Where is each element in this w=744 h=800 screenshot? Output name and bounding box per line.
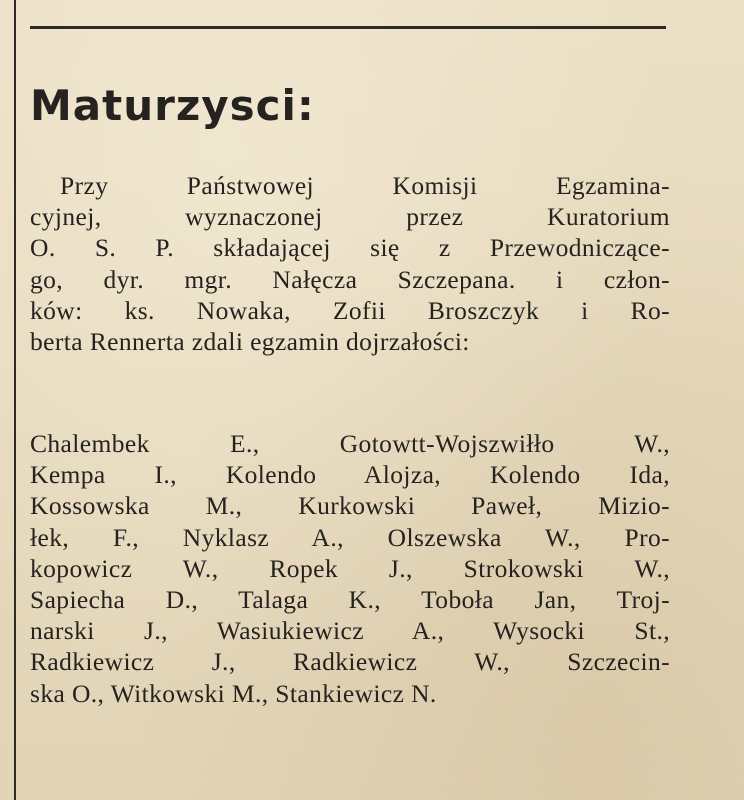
text-line: Kempa I., Kolendo Alojza, Kolendo Ida, [30,460,670,490]
text-line: O. S. P. składającej się z Przewodniczące- [30,233,670,263]
column-rule-top [30,26,666,29]
text-line: berta Rennerta zdali egzamin dojrzałości: [30,326,470,356]
text-line: Przy Państwowej Komisji Egzamina- [60,171,670,200]
text-line: cyjnej, wyznaczonej przez Kuratorium [30,202,670,232]
text-line: Sapiecha D., Talaga K., Toboła Jan, Troj- [30,584,670,614]
text-line: Radkiewicz J., Radkiewicz W., Szczecin- [30,647,670,677]
article-paragraph-graduates [30,428,670,709]
article-heading: Maturzysci: [30,81,315,130]
text-line: łek, F., Nyklasz A., Olszewska W., Pro- [30,522,670,552]
text-line: kopowicz W., Ropek J., Strokowski W., [30,553,670,583]
text-line: ska O., Witkowski M., Stankiewicz N. [30,678,437,708]
column-rule-left [14,0,16,800]
text-line: go, dyr. mgr. Nałęcza Szczepana. i człon- [30,264,670,294]
article-paragraph-committee [30,170,670,357]
text-line: narski J., Wasiukiewicz A., Wysocki St., [30,616,670,646]
text-line: Chalembek E., Gotowtt-Wojszwiłło W., [30,429,670,458]
text-line: Kossowska M., Kurkowski Paweł, Mizio- [30,491,670,521]
text-line: ków: ks. Nowaka, Zofii Broszczyk i Ro- [30,295,670,325]
